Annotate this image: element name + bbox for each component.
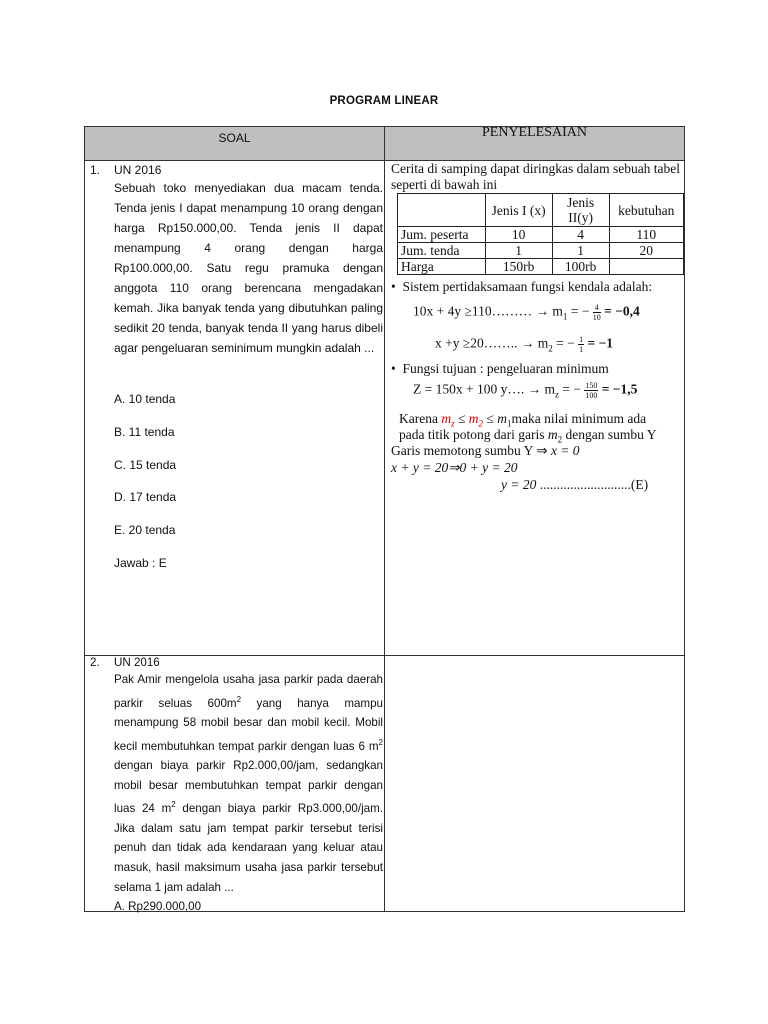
answer: Jawab : E: [114, 556, 167, 570]
table-cell: Harga: [398, 259, 486, 275]
question-number: 1.: [90, 163, 101, 177]
table-cell: kebutuhan: [609, 194, 683, 227]
table-row: [398, 194, 684, 227]
fraction: $\frac{1}{1}$: [579, 335, 584, 354]
table-cell: 4: [552, 227, 609, 243]
header-penyelesaian: PENYELESAIAN: [482, 125, 587, 140]
table-cell: [609, 259, 683, 275]
table-cell: Jum. peserta: [398, 227, 486, 243]
page-title: PROGRAM LINEAR: [329, 95, 439, 107]
table-cell: 1: [552, 243, 609, 259]
question-text: Pak Amir mengelola usaha jasa parkir pada daerah parkir seluas $600m^2$ yang hanya mampu menampung 58 mobil besar dan mobil kecil. Mobil kecil membutuhkan tempat parkir dengan luas 6 $m^2$ dengan biaya parkir Rp2.000,00/jam, sedangkan mobil besar membutuhkan tempat parkir dengan luas 24 $m^2$ dengan biaya parkir Rp3.000,00/jam. Jika dalam satu jam tempat parkir tersebut terisi penuh dan tidak ada kendaraan yang keluar atau masuk, hasil maksimum usaha jasa parkir tersebut selama 1 jam adalah ... A. Rp290.000,00: [114, 673, 384, 914]
constraint-heading: • Sistem pertidaksamaan fungsi kendala adalah:: [391, 279, 653, 294]
table-cell: 1: [485, 243, 552, 259]
karena-line: Karena $m_z \le m_2$ ≤ $m_1maka$ nilai minimum ada: [399, 411, 647, 429]
question-1-cell: [90, 160, 383, 650]
question-year: UN 2016: [114, 163, 162, 177]
table-cell: 10: [485, 227, 552, 243]
table-row: [398, 243, 684, 259]
question-number: 2.: [90, 656, 100, 669]
table-cell: Jenis I (x): [485, 194, 552, 227]
problem-table: [84, 126, 685, 912]
option-c: C. 15 tenda: [114, 458, 177, 472]
question-2-cell: [90, 653, 384, 914]
question-year: UN 2016: [114, 656, 160, 669]
objective-heading: • Fungsi tujuan : pengeluaran minimum: [391, 361, 609, 376]
option-b: B. 11 tenda: [114, 425, 175, 439]
bullet-icon: •: [391, 279, 403, 294]
question-text: Sebuah toko menyediakan dua macam tenda. Tenda jenis I dapat menampung 10 orang dengan harga Rp150.000,00. Tenda jenis II dapat menampung 4 orang dengan harga Rp100.000,00. Satu regu pramuka dengan anggota 110 orang berencana mengadakan kemah. Jika banyak tenda yang dibutuhkan paling sedikit 20 tenda, banyak tenda II yang harus dibeli agar pengeluaran seminimum mungkin adalah ...: [114, 181, 383, 355]
constraint-1: 10x + 4y ≥110……… → $m_1$ = − $\frac{4}{10}$ = −0,4: [413, 303, 640, 322]
fraction: $\frac{4}{10}$: [592, 303, 601, 322]
option-e: E. 20 tenda: [114, 523, 176, 537]
table-cell: 100rb: [552, 259, 609, 275]
result-line: y = 20 ...........................(E): [501, 477, 649, 492]
table-cell: Jenis II(y): [552, 194, 609, 227]
table-row: [398, 227, 684, 243]
summary-table: [397, 193, 684, 275]
table-cell: 150rb: [485, 259, 552, 275]
bullet-icon: •: [391, 361, 403, 376]
equation-line: x + y = 20⇒0 + y = 20: [391, 460, 518, 475]
solution-1-cell: [391, 161, 683, 651]
option-a: A. 10 tenda: [114, 392, 176, 406]
table-cell: 20: [609, 243, 683, 259]
header-soal: SOAL: [218, 131, 251, 145]
column-divider: [384, 127, 385, 911]
table-row: [398, 259, 684, 275]
fraction: $\frac{150}{100}$: [585, 381, 598, 400]
option-d: D. 17 tenda: [114, 490, 177, 504]
solution-intro: Cerita di samping dapat diringkas dalam sebuah tabel seperti di bawah ini: [391, 161, 681, 192]
table-cell: Jum. tenda: [398, 243, 486, 259]
garis-line: Garis memotong sumbu Y ⇒ x = 0: [391, 443, 580, 458]
constraint-2: x +y ≥20…….. → $m_2$ = − $\frac{1}{1}$ = −1: [435, 335, 614, 354]
table-cell: [398, 194, 486, 227]
objective-function: Z = 150x + 100 y…. → $m_z$ = − $\frac{150}{100}$ = −1,5: [413, 381, 638, 400]
table-cell: 110: [609, 227, 683, 243]
option-a: A. Rp290.000,00: [114, 900, 202, 914]
pada-line: pada titik potong dari garis $m_2$ dengan sumbu Y: [399, 427, 657, 445]
